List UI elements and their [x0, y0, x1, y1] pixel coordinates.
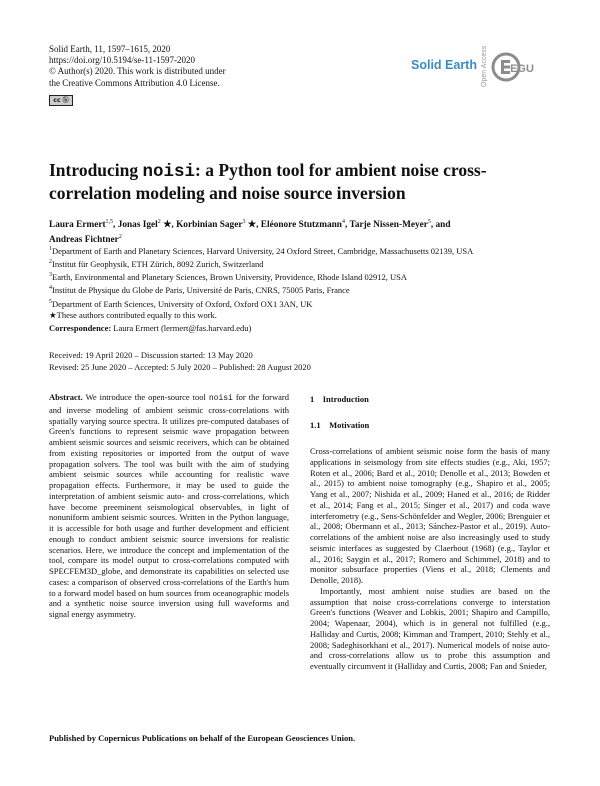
- star-icon: ★: [247, 220, 257, 231]
- author-list: [49, 216, 529, 246]
- citation: Solid Earth, 11, 1597–1615, 2020: [49, 44, 171, 54]
- doi-link[interactable]: https://doi.org/10.5194/se-11-1597-2020: [49, 55, 195, 66]
- affiliation: $^3$Earth, Environmental and Planetary Sciences, Brown University, Providence, Rhode Island 02912, USA: [49, 272, 407, 283]
- star-icon: ★: [163, 220, 172, 231]
- author: Andreas Fichtner$^2$: [49, 234, 122, 246]
- author: Laura Ermert$^{1,5}$,: [49, 219, 118, 231]
- affiliation: $^1$Department of Earth and Planetary Sciences, Harvard University, 24 Oxford Street, Cambridge, Massachusetts 02139, USA: [49, 245, 474, 256]
- author: Korbinian Sager$^3$ ★,: [176, 219, 261, 231]
- publisher-footer: Published by Copernicus Publications on behalf of the European Geosciences Union.: [49, 733, 356, 743]
- abstract: Abstract. We introduce the open-source tool noisi for the forward and inverse modeling of ambient seismic cross-correlations with spatially varying source spectra. It utilizes pre-computed databases of Green's functions to represent seismic wave propagation between ambient seismic sources and seismic receivers, which can be obtained from existing repositories or imported from the output of wave propagation solvers. The tool was built with the aim of studying ambient seismic sources while accounting for realistic wave propagation effects. Furthermore, it may be used to guide the interpretation of ambient seismic auto- and cross-correlations, which have become preeminent seismological observables, in light of nonuniform ambient seismic sources. Written in the Python language, it is accessible for both usage and further development and efficient enough to conduct ambient seismic source inversions for realistic scenarios. Here, we introduce the concept and implementation of the tool, compare its model output to cross-correlations computed with SPECFEM3D_globe, and demonstrate its capabilities on selected use cases: a comparison of observed cross-correlations of the Earth's hum to a forward model based on hum sources from oceanographic models and a synthetic noise source inversion using full waveforms and signal energy asymmetry.: [49, 392, 289, 619]
- publication-dates: Received: 19 April 2020 – Discussion started: 13 May 2020 Revised: 25 June 2020 – Accepted: 5 July 2020 – Published: 28 August 2020: [49, 350, 311, 372]
- journal-name: Solid Earth: [411, 58, 477, 72]
- article-meta: [49, 44, 226, 89]
- egu-logo-icon: [491, 52, 535, 82]
- paper-title: Introducing noisi: a Python tool for ambient noise cross-correlation modeling and noise source inversion: [49, 160, 487, 203]
- license-line: the Creative Commons Attribution 4.0 License.: [49, 77, 220, 88]
- correspondence: Correspondence: Laura Ermert (lermert@fas.harvard.edu): [49, 323, 252, 333]
- paragraph: Cross-correlations of ambient seismic noise form the basis of many applications in seismology from site effects studies (e.g., Aki, 1957; Roten et al., 2006; Bard et al., 2010; Denolle et al., 2013; Bowden et al., 2015) to ambient noise tomography (e.g., Shapiro et al., 2005; Yang et al., 2007; Nishida et al., 2009; Haned et al., 2016; de Ridder et al., 2014; Fang et al., 2015; Singer et al., 2017) and coda wave interferometry (e.g., Sens-Schönfelder and Wegler, 2006; Brenguier et al., 2008; Obermann et al., 2013; Sánchez-Pastor et al., 2019). Auto-correlations of the ambient noise are also increasingly used to study seismic interfaces as suggested by Claerbout (1968) (e.g., Taylor et al., 2016; Saygin et al., 2017; Romero and Schimmel, 2018) and to monitor subsurface properties (Viens et al., 2018; Clements and Denolle, 2018).: [310, 446, 550, 585]
- egu-logo-text: EGU: [510, 63, 534, 75]
- star-icon: ★: [49, 309, 57, 320]
- section-heading: 1 Introduction: [310, 394, 369, 404]
- body-text: [310, 446, 550, 672]
- open-access-label: Open Access: [481, 45, 488, 87]
- author: Tarje Nissen-Meyer$^5$, and: [349, 219, 451, 231]
- affiliation: ★These authors contributed equally to this work.: [49, 309, 217, 320]
- subsection-heading: 1.1 Motivation: [310, 420, 370, 430]
- author: Jonas Igel$^2$ ★,: [117, 219, 177, 231]
- author: Eléonore Stutzmann$^4$,: [260, 219, 350, 231]
- affiliations: [49, 244, 569, 321]
- copyright-line: © Author(s) 2020. This work is distributed under: [49, 66, 226, 77]
- cc-license-icon[interactable]: cc ⓑ: [49, 95, 73, 106]
- affiliation: $^2$Institut für Geophysik, ETH Zürich, 8092 Zurich, Switzerland: [49, 258, 264, 269]
- paragraph: Importantly, most ambient noise studies are based on the assumption that noise cross-correlations converge to interstation Green's functions (Weaver and Lobkis, 2001; Shapiro and Campillo, 2004; Wapenaar, 2004), which is in general not fulfilled (e.g., Halliday and Curtis, 2008; Kimman and Trampert, 2010; Stehly et al., 2008; Sadeghisorkhani et al., 2017). Numerical models of noise auto- and cross-correlations allow us to probe this assumption and eventually circumvent it (Halliday and Curtis, 2008; Fan and Snieder,: [310, 585, 550, 671]
- affiliation: $^5$Department of Earth Sciences, University of Oxford, Oxford OX1 3AN, UK: [49, 298, 313, 309]
- affiliation: $^4$Institut de Physique du Globe de Paris, Université de Paris, CNRS, 75005 Paris, France: [49, 285, 350, 296]
